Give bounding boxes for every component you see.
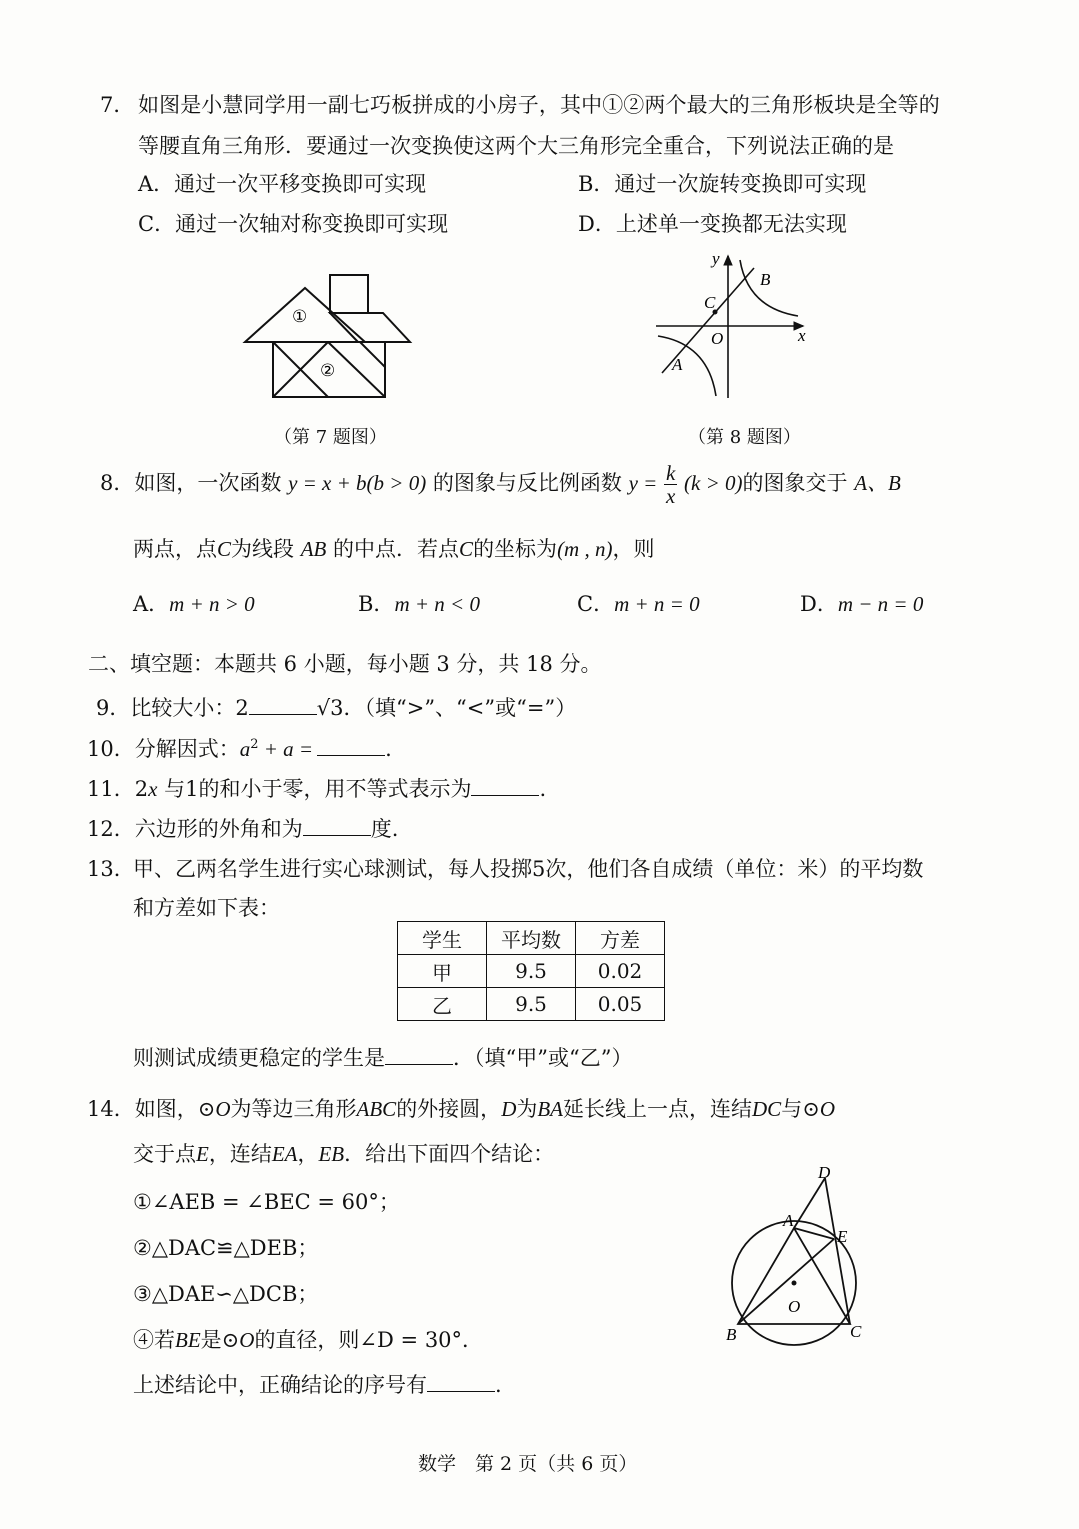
q14-t6: 与⊙ [781,1097,820,1121]
q8-text-1: 如图，一次函数 [134,471,282,496]
q7-figure-label-1: ① [292,307,308,326]
q11-period: . [539,777,547,801]
q13-question [133,1042,632,1072]
q8-points-ab: A、B [854,471,901,496]
q12-text-1: 六边形的外角和为 [134,817,303,841]
q14-conclusion-4 [133,1324,483,1354]
q13-stem-line1: 甲、乙两名学生进行实心球测试，每人投掷5次，他们各自成绩（单位：米）的平均数 [133,857,924,881]
q13-ask-2: ．（填“甲”或“乙”） [453,1046,633,1070]
table-cell: 甲 [398,955,487,988]
q14-label-d: D [818,1163,831,1182]
q11-text-2: 与1的和小于零，用不等式表示为 [157,777,472,801]
q8-inverse-lhs: y = [628,471,658,496]
q7-option-d: D．上述单一变换都无法实现 [578,212,847,236]
q14-label-b: B [726,1325,737,1344]
q8-line2-d: 的坐标为 [473,537,558,561]
q8-option-c [577,588,700,618]
q14-ask-1: 上述结论中，正确结论的序号有 [133,1373,427,1397]
q14-stem-line1 [87,1093,835,1123]
table-cell: 0.05 [576,988,665,1021]
q14-answer-blank[interactable] [427,1370,495,1392]
q8-option-b [358,588,480,618]
q14-label-e: E [837,1227,848,1246]
q7-tangram-house-figure [240,270,420,405]
table-header: 学生 [398,922,487,955]
q8-inverse-condition: (k > 0) [684,471,743,496]
table-cell: 0.02 [576,955,665,988]
q8-stem-line1 [100,462,901,507]
q14-e: E [196,1142,209,1166]
q7-stem-line1: 如图是小慧同学用一副七巧板拼成的小房子，其中①②两个最大的三角形板块是全等的 [138,93,940,117]
q14-conclusion-3: ③△DAE∽△DCB； [133,1282,319,1306]
q8-line2-c: 的中点．若点 [333,537,460,561]
q11-text-1: 2 [134,777,149,801]
q10-exponent: 2 [250,737,259,752]
q14-t4: 为 [516,1097,538,1121]
q8-label-b: B [760,270,771,289]
q8-label-y: y [712,249,720,268]
q14-stem-line2 [133,1138,554,1168]
q10-expr-a: a [239,737,251,761]
q13-score-table [397,921,665,1021]
q12-answer-blank[interactable] [303,814,371,836]
table-cell: 9.5 [487,955,576,988]
q14-c4-a: ④若 [133,1328,175,1352]
q7-option-b: B．通过一次旋转变换即可实现 [578,172,867,196]
q14-o1: O [215,1097,231,1121]
q7-number: 7． [100,93,135,117]
q14-dc: DC [752,1097,782,1121]
q11-answer-blank[interactable] [471,774,539,796]
q10-text: 分解因式： [134,737,240,761]
q14-c4-c: 是⊙ [200,1328,240,1352]
table-row [398,988,665,1021]
q10-expr-rest: + a = [258,737,314,761]
q10-answer-blank[interactable] [317,734,385,756]
q14-c4-o: O [239,1328,255,1352]
q8-frac-denominator: x [666,484,676,509]
q10-number: 10． [87,737,135,761]
q14-ea: EA [271,1142,298,1166]
q13-answer-blank[interactable] [385,1043,453,1065]
q8-option-d [800,588,923,618]
q8-figure-caption: （第 8 题图） [688,427,801,448]
q8-option-c-expr: m + n = 0 [614,592,700,616]
q8-graph-figure [648,248,818,408]
q8-text-2: 的图象与反比例函数 [432,471,622,496]
q8-label-origin: O [711,329,724,348]
table-header: 方差 [576,922,665,955]
q9-text-2: √3．（填“>”、“<”或“=”） [316,696,577,720]
q8-point-c-2: C [459,537,474,561]
q8-option-a-letter: A． [133,592,170,616]
q14-question [133,1369,502,1399]
q8-frac-numerator: k [666,461,676,485]
q12-text-2: 度. [370,817,399,841]
q10 [87,733,392,763]
q8-fraction-k-over-x [664,462,677,507]
q8-label-a: A [672,355,683,374]
q7-stem-line2: 等腰直角三角形．要通过一次变换使这两个大三角形完全重合，下列说法正确的是 [138,134,894,158]
q14-ask-2: . [495,1373,502,1397]
q11-var-x: x [148,777,158,801]
q8-line2-b: 为线段 [231,537,295,561]
q14-label-a: A [783,1211,794,1230]
table-cell: 乙 [398,988,487,1021]
q14-circle-figure [718,1160,878,1350]
q14-t2: 为等边三角形 [230,1097,357,1121]
table-row [398,955,665,988]
q14-label-o: O [788,1297,801,1316]
q14-t7: 交于点 [133,1142,196,1166]
q14-conclusion-1: ①∠AEB = ∠BEC = 60°； [133,1190,400,1214]
q14-t10: ．给出下面四个结论： [344,1142,555,1166]
table-cell: 9.5 [487,988,576,1021]
q8-option-a [133,588,255,618]
q10-period: . [385,737,392,761]
q14-c4-e: 的直径，则∠D = 30°． [254,1328,484,1352]
q8-option-d-letter: D． [800,592,838,616]
q13-number: 13． [87,857,135,881]
q7-option-a: A．通过一次平移变换即可实现 [138,172,427,196]
q14-ba: BA [537,1097,564,1121]
q14-label-c: C [850,1322,862,1341]
section-2-heading: 二、填空题：本题共 6 小题，每小题 3 分，共 18 分。 [88,652,602,676]
q8-line2-e: ，则 [612,537,655,561]
q14-t9: ， [297,1142,319,1166]
q8-option-d-expr: m − n = 0 [837,592,924,616]
q14-d: D [501,1097,517,1121]
q14-o2: O [819,1097,835,1121]
q7-figure-caption: （第 7 题图） [274,427,387,448]
page-footer: 数学 第 2 页（共 6 页） [418,1453,638,1475]
q8-label-c: C [704,293,716,312]
q8-label-x: x [798,326,806,345]
q8-option-b-expr: m + n < 0 [394,592,480,616]
q11 [87,773,546,803]
q14-t1: 如图，⊙ [134,1097,216,1121]
q14-t3: 的外接圆， [396,1097,502,1121]
q14-eb: EB [318,1142,345,1166]
q13-ask-1: 则测试成绩更稳定的学生是 [133,1046,385,1070]
q12 [87,813,398,843]
q14-number: 14． [87,1097,135,1121]
q13-stem-line2: 和方差如下表： [133,896,280,920]
q8-line2-a: 两点，点 [133,537,217,561]
q9-answer-blank[interactable] [249,693,317,715]
q14-abc: ABC [356,1097,397,1121]
table-header-row [398,922,665,955]
table-header: 平均数 [487,922,576,955]
q8-option-b-letter: B． [358,592,395,616]
q14-conclusion-2: ②△DAC≌△DEB； [133,1236,319,1260]
q8-text-3: 的图象交于 [742,471,848,496]
q8-number: 8． [100,471,135,496]
q7-option-c: C．通过一次轴对称变换即可实现 [138,212,449,236]
q9-number: 9． [96,696,131,720]
q9 [96,692,576,722]
q7-figure-label-2: ② [320,361,336,380]
q14-t5: 延长线上一点，连结 [563,1097,753,1121]
q9-text-1: 比较大小：2 [130,696,249,720]
q14-c4-be: BE [175,1328,201,1352]
q8-segment-ab: AB [300,537,327,561]
q8-point-c: C [217,537,232,561]
q14-t8: ，连结 [208,1142,272,1166]
q8-option-c-letter: C． [577,592,615,616]
q11-number: 11． [87,777,135,801]
q12-number: 12． [87,817,135,841]
q8-stem-line2 [133,533,654,563]
q8-coordinate-mn: (m , n) [557,537,613,561]
q8-linear-equation: y = x + b(b > 0) [288,471,427,496]
q8-option-a-expr: m + n > 0 [169,592,255,616]
